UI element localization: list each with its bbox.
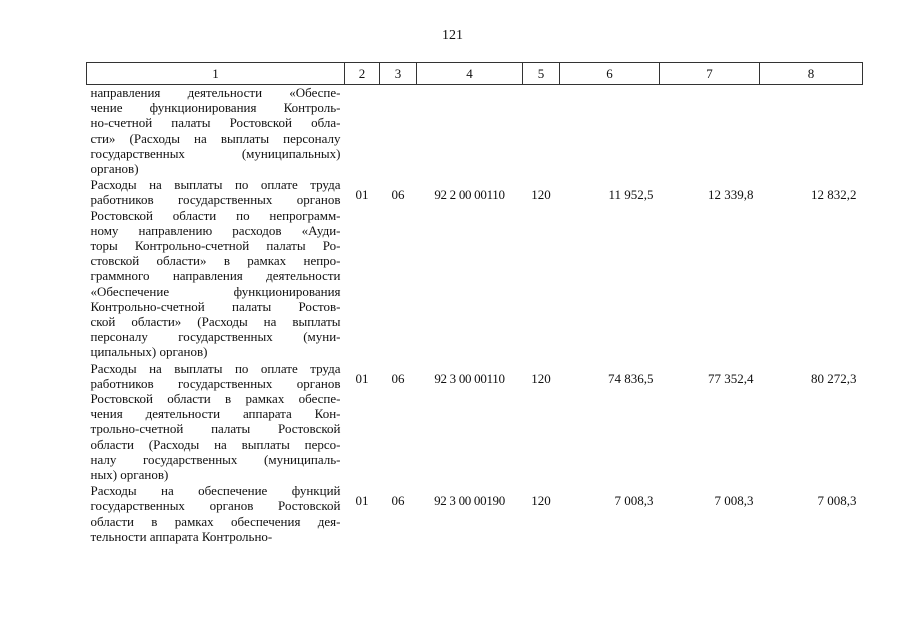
column-header: 2 <box>345 63 380 85</box>
column-header: 5 <box>523 63 560 85</box>
description-line: ской области» (Расходы на выплаты <box>90 314 341 330</box>
row-description <box>87 360 345 483</box>
description-line: трольно-счетной палаты Ростовской <box>90 421 341 437</box>
target-item-code: 92 3 00 00110 <box>434 370 505 386</box>
amount-year-3: 12 832,2 <box>811 187 857 203</box>
column-header: 4 <box>417 63 523 85</box>
description-line: налу государственных (муниципаль- <box>90 451 341 467</box>
description-line: органов) <box>90 161 139 177</box>
subsection-code: 06 <box>391 493 405 509</box>
amount-year-3: 7 008,3 <box>817 493 857 509</box>
description-line: персоналу государственных (муни- <box>90 329 341 345</box>
amount-year-1: 74 836,5 <box>608 370 654 386</box>
amount-year-2: 7 008,3 <box>714 493 754 509</box>
description-line: ципальных) органов) <box>90 344 208 360</box>
budget-table <box>86 62 863 544</box>
amount-year-3: 80 272,3 <box>811 370 857 386</box>
section-code: 01 <box>355 370 369 386</box>
description-line: государственных органов Ростовской <box>90 498 341 514</box>
description-line: области (Расходы на выплаты персо- <box>90 436 341 452</box>
section-code: 01 <box>355 493 369 509</box>
table-row <box>87 482 863 544</box>
description-line: тельности аппарата Контрольно- <box>90 528 273 544</box>
description-line: Ростовской области в рамках обеспе- <box>90 391 341 407</box>
table-row <box>87 85 863 177</box>
amount-year-1 <box>560 85 660 177</box>
description-line: Расходы на выплаты по оплате труда <box>90 360 341 376</box>
expense-type-code <box>523 85 560 177</box>
amount-year-3 <box>760 85 863 177</box>
description-line: работников государственных органов <box>90 192 341 208</box>
description-line: Расходы на выплаты по оплате труда <box>90 177 341 193</box>
subsection-code <box>380 85 417 177</box>
column-header: 8 <box>760 63 863 85</box>
page-number: 121 <box>442 28 463 43</box>
row-description <box>87 176 345 359</box>
expense-type-code: 120 <box>531 187 551 203</box>
row-description <box>87 85 345 177</box>
description-line: ных) органов) <box>90 467 169 483</box>
description-line: Расходы на обеспечение функций <box>90 483 341 499</box>
row-description <box>87 482 345 544</box>
table-body <box>87 85 863 545</box>
description-line: но-счетной палаты Ростовской обла- <box>90 115 341 131</box>
target-item-code <box>417 85 523 177</box>
expense-type-code: 120 <box>531 493 551 509</box>
table-row <box>87 176 863 359</box>
amount-year-2 <box>660 85 760 177</box>
description-line: направления деятельности «Обеспе- <box>90 85 341 100</box>
subsection-code: 06 <box>391 187 405 203</box>
description-line: торы Контрольно-счетной палаты Ро- <box>90 238 341 254</box>
description-line: области в рамках обеспечения дея- <box>90 513 341 529</box>
amount-year-2: 77 352,4 <box>708 370 754 386</box>
description-line: государственных (муниципальных) <box>90 145 341 161</box>
subsection-code: 06 <box>391 370 405 386</box>
description-line: Ростовской области по непрограмм- <box>90 207 341 223</box>
table-row <box>87 360 863 483</box>
description-line: ному направлению расходов «Ауди- <box>90 222 341 238</box>
expense-type-code: 120 <box>531 370 551 386</box>
table-header-row <box>87 63 863 85</box>
description-line: стовской области» в рамках непро- <box>90 253 341 269</box>
amount-year-1: 11 952,5 <box>608 187 654 203</box>
target-item-code: 92 3 00 00190 <box>434 493 505 509</box>
description-line: чения деятельности аппарата Кон- <box>90 406 341 422</box>
description-line: работников государственных органов <box>90 375 341 391</box>
target-item-code: 92 2 00 00110 <box>434 187 505 203</box>
column-header: 1 <box>87 63 345 85</box>
column-header: 6 <box>560 63 660 85</box>
amount-year-2: 12 339,8 <box>708 187 754 203</box>
column-header: 7 <box>660 63 760 85</box>
description-line: сти» (Расходы на выплаты персоналу <box>90 130 341 146</box>
description-line: чение функционирования Контроль- <box>90 100 341 116</box>
description-line: граммного направления деятельности <box>90 268 341 284</box>
description-line: «Обеспечение функционирования <box>90 283 341 299</box>
section-code <box>345 85 380 177</box>
section-code: 01 <box>355 187 369 203</box>
column-header: 3 <box>380 63 417 85</box>
description-line: Контрольно-счетной палаты Ростов- <box>90 298 341 314</box>
amount-year-1: 7 008,3 <box>614 493 654 509</box>
